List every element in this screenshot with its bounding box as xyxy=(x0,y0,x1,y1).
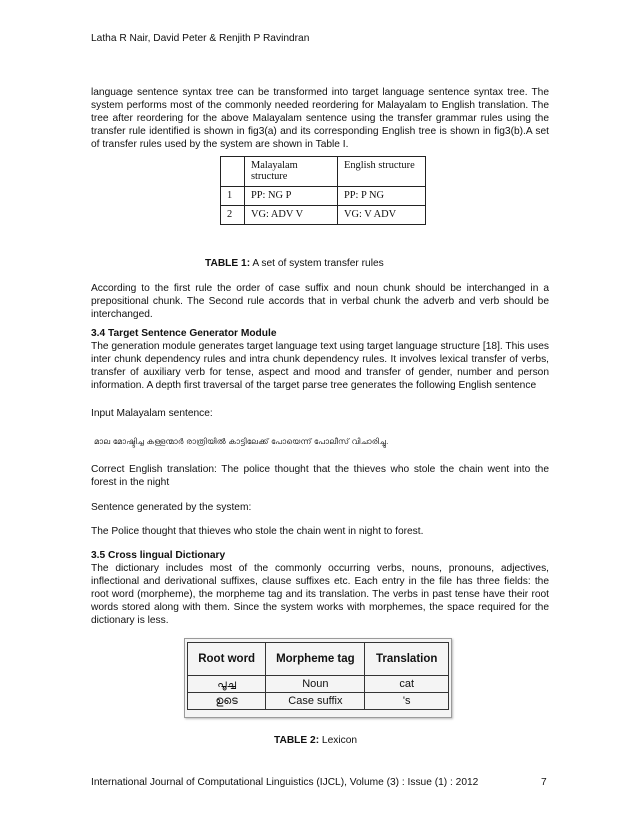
lexicon-table-image xyxy=(184,638,452,718)
input-sentence-label: Input Malayalam sentence: xyxy=(91,408,213,419)
table-row xyxy=(188,676,449,693)
lexicon-table xyxy=(187,642,449,710)
table-cell: 1 xyxy=(221,187,245,206)
table-cell: Case suffix xyxy=(266,693,365,710)
table-cell: 2 xyxy=(221,206,245,225)
table-cell: പൂച്ച xyxy=(188,676,266,693)
table-cell xyxy=(221,157,245,187)
table-cell: 's xyxy=(365,693,449,710)
generated-sentence: The Police thought that thieves who stole the chain went in night to forest. xyxy=(91,526,424,537)
page-number: 7 xyxy=(541,777,547,788)
running-header: Latha R Nair, David Peter & Renjith P Ravindran xyxy=(91,33,310,44)
table-header-cell: Root word xyxy=(188,643,266,676)
table-cell: PP: NG P xyxy=(245,187,338,206)
caption-label: TABLE 1: xyxy=(205,258,251,269)
table-row xyxy=(188,693,449,710)
table1-caption xyxy=(205,258,384,269)
table-cell: Noun xyxy=(266,676,365,693)
table-cell: Malayalam structure xyxy=(245,157,338,187)
section-heading-3-4: 3.4 Target Sentence Generator Module xyxy=(91,328,277,339)
caption-text: A set of system transfer rules xyxy=(250,258,384,269)
table-header-cell: Morpheme tag xyxy=(266,643,365,676)
table-header-row xyxy=(221,157,426,187)
caption-text: Lexicon xyxy=(319,735,358,746)
transfer-rules-table xyxy=(220,156,426,225)
journal-footer: International Journal of Computational Linguistics (IJCL), Volume (3) : Issue (1) : 2012 xyxy=(91,777,479,788)
table2-caption xyxy=(274,735,357,746)
paragraph-rule-explanation: According to the first rule the order of case suffix and noun chunk should be interchanged in a prepositional chunk. The Second rule accords that in verbal chunk the adverb and verb should be interchanged. xyxy=(91,283,549,320)
table-cell: PP: P NG xyxy=(338,187,426,206)
paragraph-dictionary: The dictionary includes most of the commonly occurring verbs, nouns, pronouns, adjectives, inflectional and derivational suffixes, clause suffixes etc. Each entry in the file has three fields: the root word (morpheme), the morpheme tag and its translation. The verbs in past tense have their root words stored along with them. Since the system works with morphemes, the space required for the dictionary is less. xyxy=(91,563,549,626)
table-cell: VG: ADV V xyxy=(245,206,338,225)
table-cell: ഉടെ xyxy=(188,693,266,710)
table-header-row xyxy=(188,643,449,676)
generated-sentence-label: Sentence generated by the system: xyxy=(91,502,252,513)
paragraph-transfer-rules: language sentence syntax tree can be transformed into target language sentence syntax tree. The system performs most of the commonly needed reordering for Malayalam to English translation. The tree after reordering for the above Malayalam sentence using the transfer grammar rules using the transfer rule identified is shown in fig3(a) and its corresponding English tree is shown in fig3(b).A set of transfer rules used by the system are shown in Table I. xyxy=(91,87,549,150)
table-cell: cat xyxy=(365,676,449,693)
table-row xyxy=(221,187,426,206)
table-row xyxy=(221,206,426,225)
table-cell: English structure xyxy=(338,157,426,187)
correct-translation: Correct English translation: The police thought that the thieves who stole the chain went into the forest in the night xyxy=(91,464,549,488)
section-heading-3-5: 3.5 Cross lingual Dictionary xyxy=(91,550,226,561)
caption-label: TABLE 2: xyxy=(274,735,320,746)
malayalam-sentence: മാല മോഷ്ടിച്ച കള്ളന്മാർ രാത്രിയിൽ കാട്ടിലേക്ക് പോയെന്ന് പോലീസ് വിചാരിച്ചു. xyxy=(94,437,389,446)
table-cell: VG: V ADV xyxy=(338,206,426,225)
table-header-cell: Translation xyxy=(365,643,449,676)
paragraph-generator-module: The generation module generates target language text using target language structure [18]. This uses inter chunk dependency rules and intra chunk dependency rules. It involves lexical transfer of verbs, transfer of auxiliary verb for tense, aspect and mood and transfer of gender, number and person information. A depth first traversal of the target parse tree generates the following English sentence xyxy=(91,341,549,391)
